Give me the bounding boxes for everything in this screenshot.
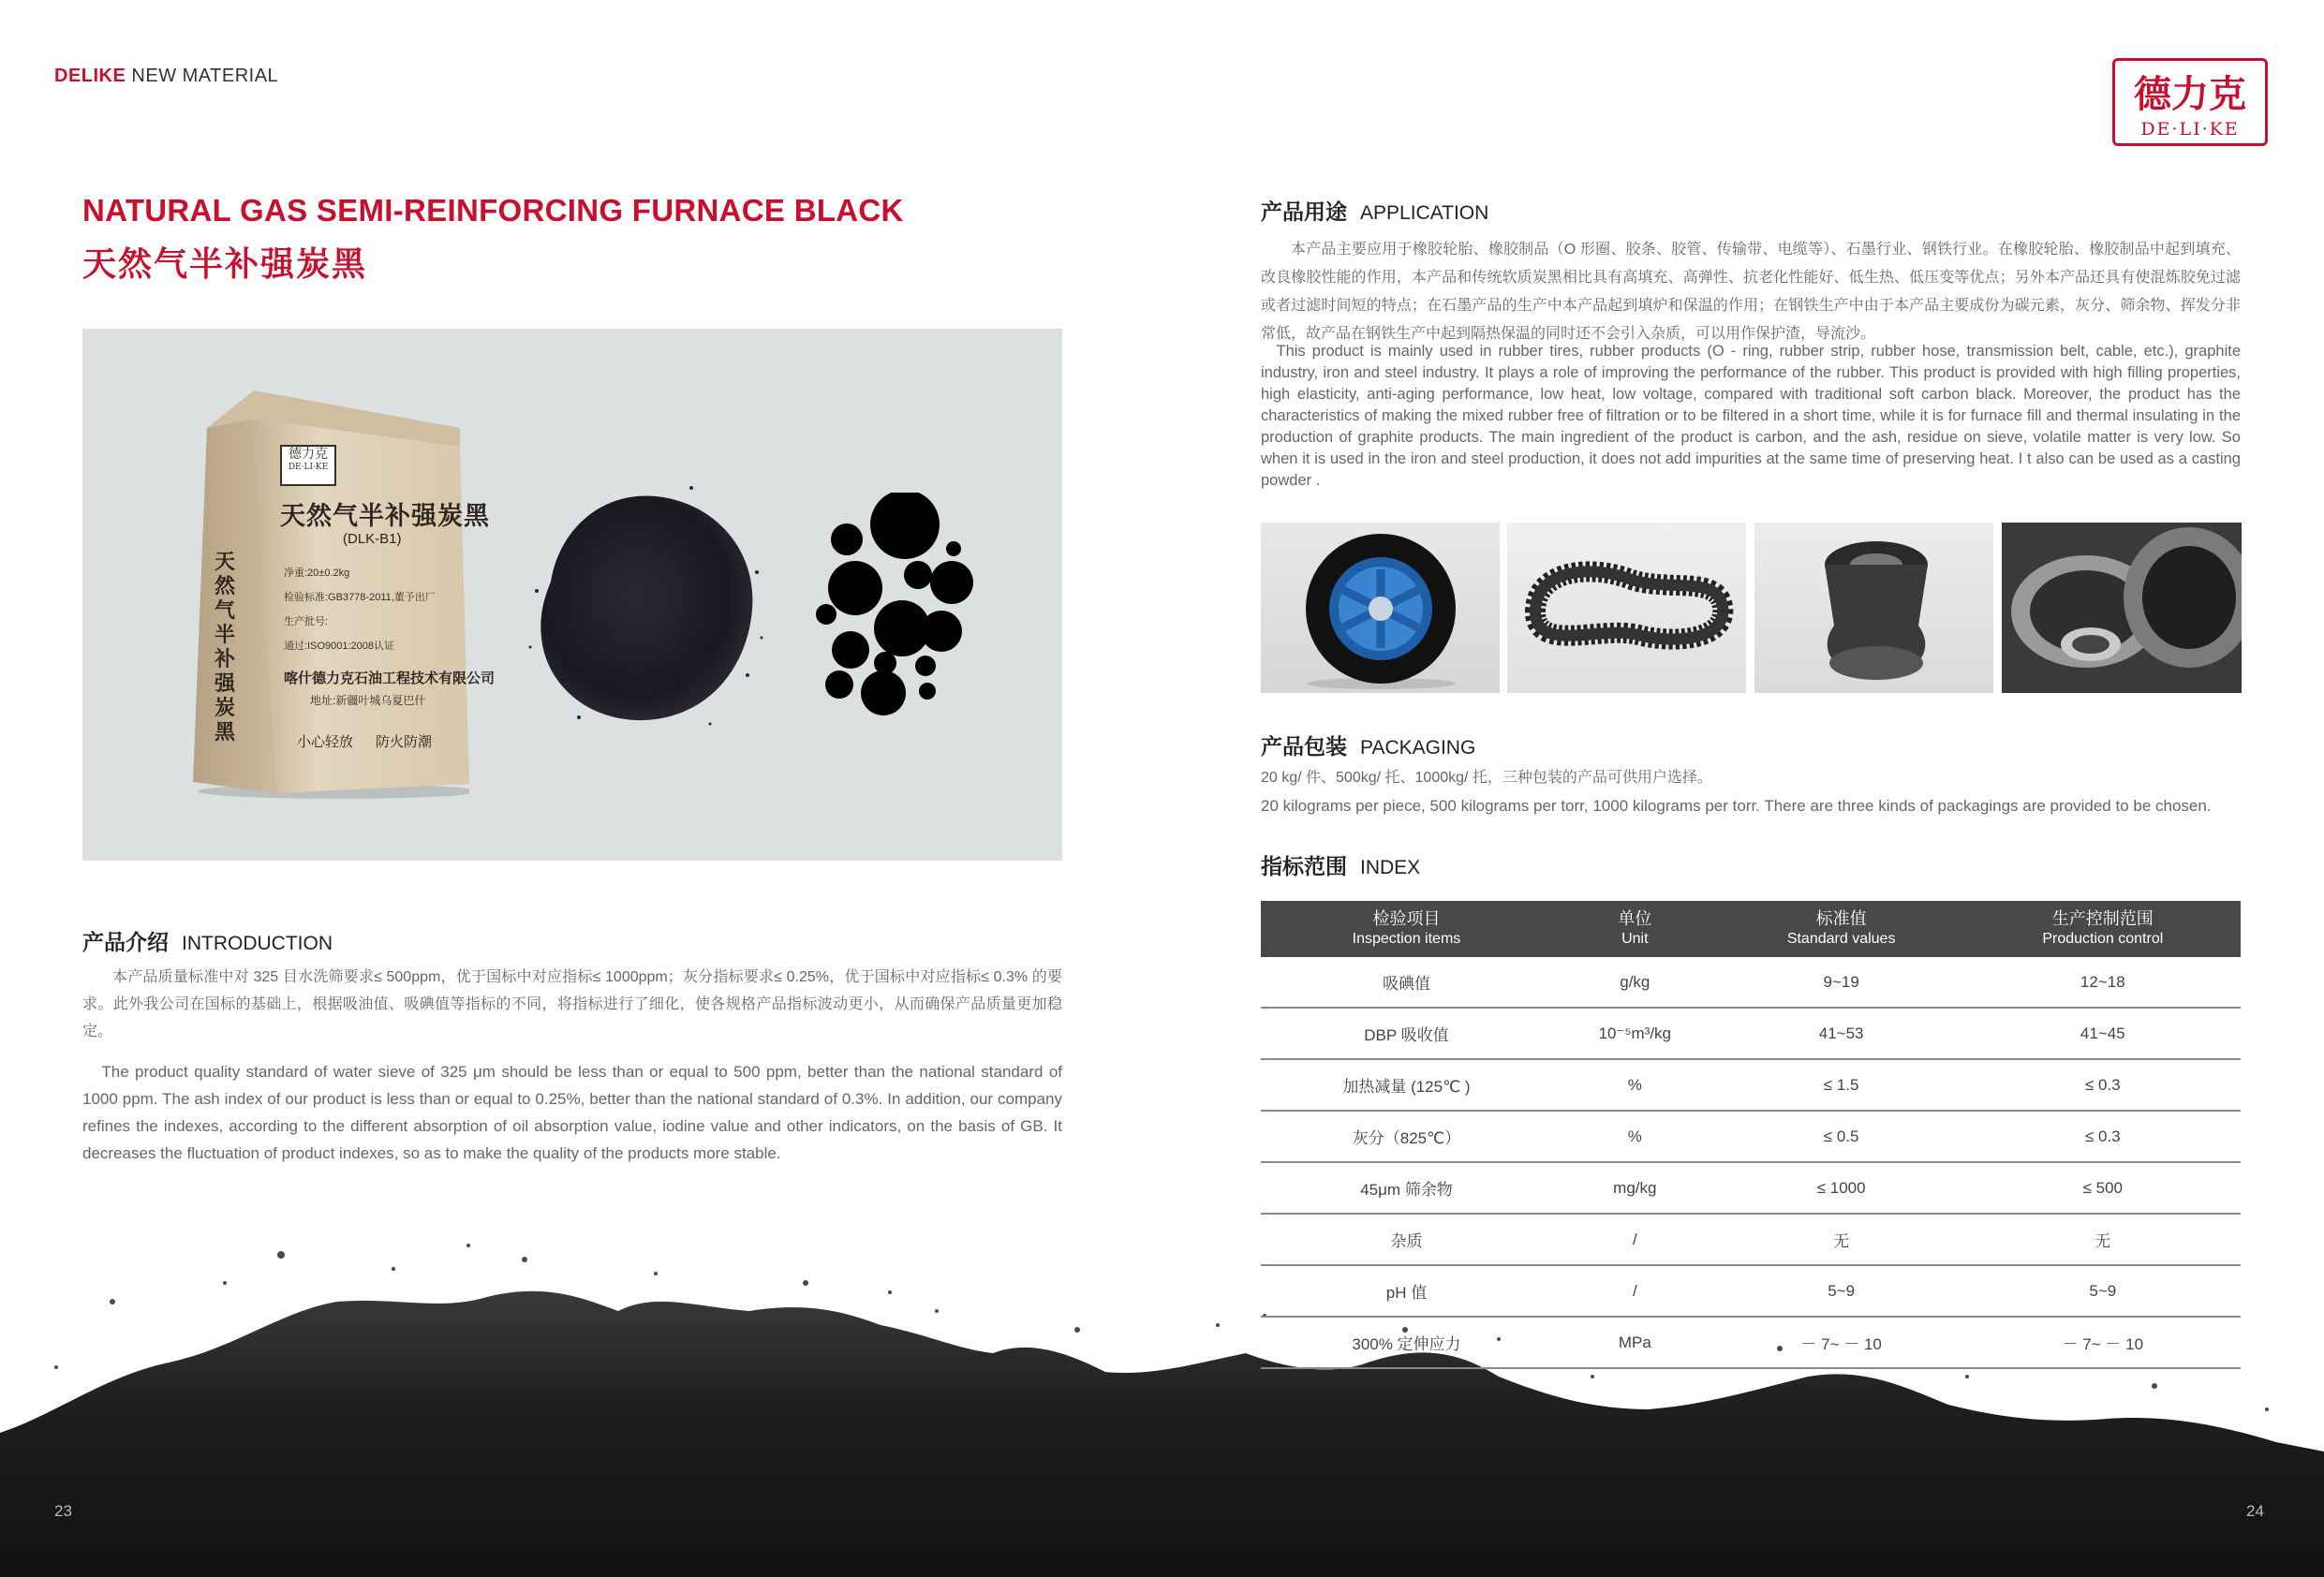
product-hero-image — [82, 329, 1062, 861]
table-cell: 吸碘值 — [1261, 957, 1552, 1008]
table-cell: % — [1552, 1059, 1718, 1111]
table-row — [1261, 1214, 2241, 1265]
bag-cert: 通过:ISO9001:2008认证 — [284, 641, 395, 652]
page-number-left: 23 — [54, 1502, 72, 1520]
table-row — [1261, 1008, 2241, 1059]
bag-logo-cn: 德力克 — [289, 447, 328, 462]
column-header: 单位 Unit — [1552, 901, 1718, 957]
logo-english: DE·LI·KE — [2140, 119, 2240, 140]
page-title: NATURAL GAS SEMI-REINFORCING FURNACE BLACK — [82, 193, 904, 228]
company-logo — [2112, 58, 2268, 146]
packaging-heading-en: PACKAGING — [1360, 737, 1476, 759]
column-header: 标准值 Standard values — [1718, 901, 1965, 957]
index-table-wrap — [1261, 901, 2241, 1369]
application-text-cn: 本产品主要应用于橡胶轮胎、橡胶制品（O 形圈、胶条、胶管、传输带、电缆等）、石墨行业、钢铁行业。在橡胶轮胎、橡胶制品中起到填充、改良橡胶性能的作用，本产品和传统软质炭黑相比具有高填充、高弹性、抗老化性能好、低生热、低压变等优点；另外本产品还具有使混炼胶免过滤或者过滤时间短的特点；在石墨产品的生产中本产品起到填炉和保温的作用；在钢铁生产中由于本产品主要成份为碳元素，灰分、筛余物、挥发分非常低，故产品在钢铁生产中起到隔热保温的同时还不会引入杂质，可以用作保护渣，导流沙。 — [1261, 242, 2241, 342]
table-cell: － 7~ － 10 — [1965, 1317, 2241, 1368]
table-row — [1261, 1162, 2241, 1214]
application-photos — [1261, 523, 2242, 693]
column-header: 生产控制范围 Production control — [1965, 901, 2241, 957]
bag-batch: 生产批号: — [284, 616, 329, 627]
photo-rubber-tire — [1261, 523, 1500, 693]
table-cell: 5~9 — [1718, 1265, 1965, 1317]
table-cell: 无 — [1718, 1214, 1965, 1265]
intro-heading-en: INTRODUCTION — [182, 933, 333, 954]
brand-name: DELIKE — [54, 66, 126, 86]
product-bag — [188, 391, 496, 801]
table-cell: ≤ 0.3 — [1965, 1059, 2241, 1111]
application-text-en: This product is mainly used in rubber tires, rubber products (O - ring, rubber strip, rubber hose, transmission belt, cable, etc.), graphite industry, iron and steel industry. It plays a role of improving the performance of the rubber. This product is provided with high filling properties, high elasticity, anti-aging performance, low heat, low voltage, compared with traditional soft carbon black. Moreover, the product has the characteristics of making the mixed rubber free of filtration or to be filtered in a short time, while it is for furnace fill and thermal insulating in the production of graphite products. The main ingredient of the product is carbon, and the ash, residue on sieve, volatile matter is very low. So when it is used in the iron and steel production, it does not add impurities at the same time of preserving heat. I t also can be used as a casting powder . — [1261, 343, 2241, 489]
bag-product-name: 天然气半补强炭黑 — [280, 502, 490, 530]
table-cell: ≤ 0.5 — [1718, 1111, 1965, 1162]
bag-model: (DLK-B1) — [343, 531, 402, 547]
intro-heading — [82, 925, 333, 956]
index-table-header — [1261, 901, 2241, 957]
logo-chinese: 德力克 — [2134, 72, 2246, 116]
packaging-text-en: 20 kilograms per piece, 500 kilograms per torr, 1000 kilograms per torr. There are three kinds of packagings are provided to be chosen. — [1261, 797, 2212, 815]
bag-logo-en: DE·LI·KE — [288, 463, 329, 472]
table-cell: % — [1552, 1111, 1718, 1162]
column-header: 检验项目 Inspection items — [1261, 901, 1552, 957]
bag-logo — [280, 445, 336, 486]
table-cell: 9~19 — [1718, 957, 1965, 1008]
table-row — [1261, 1317, 2241, 1368]
table-cell: － 7~ － 10 — [1718, 1317, 1965, 1368]
table-cell: 10⁻⁵m³/kg — [1552, 1008, 1718, 1059]
table-cell: MPa — [1552, 1317, 1718, 1368]
table-cell: 41~53 — [1718, 1008, 1965, 1059]
particle-circles-graphic — [813, 493, 982, 717]
table-cell: pH 值 — [1261, 1265, 1552, 1317]
table-row — [1261, 1265, 2241, 1317]
bag-warning-1: 小心轻放 — [297, 734, 354, 750]
page-number-right: 24 — [2246, 1502, 2264, 1520]
photo-steel-rings — [2002, 523, 2242, 693]
brand-subtitle: NEW MATERIAL — [131, 66, 279, 86]
bag-address: 地址:新疆叶城乌夏巴什 — [310, 694, 426, 707]
table-cell: 300% 定伸应力 — [1261, 1317, 1552, 1368]
table-cell: 5~9 — [1965, 1265, 2241, 1317]
packaging-heading — [1261, 730, 1475, 760]
table-row — [1261, 1111, 2241, 1162]
page-title-chinese: 天然气半补强炭黑 — [82, 244, 368, 283]
packaging-heading-cn: 产品包装 — [1261, 734, 1347, 759]
table-cell: DBP 吸收值 — [1261, 1008, 1552, 1059]
table-cell: ≤ 500 — [1965, 1162, 2241, 1214]
table-cell: ≤ 1000 — [1718, 1162, 1965, 1214]
intro-heading-cn: 产品介绍 — [82, 930, 169, 954]
table-cell: 杂质 — [1261, 1214, 1552, 1265]
table-cell: 41~45 — [1965, 1008, 2241, 1059]
table-cell: mg/kg — [1552, 1162, 1718, 1214]
bag-warning-2: 防火防潮 — [376, 734, 433, 750]
table-cell: 无 — [1965, 1214, 2241, 1265]
photo-graphite-part — [1754, 523, 1993, 693]
photo-transmission-belt — [1507, 523, 1746, 693]
table-cell: / — [1552, 1265, 1718, 1317]
packaging-text-cn: 20 kg/ 件、500kg/ 托、1000kg/ 托，三种包装的产品可供用户选择。 — [1261, 770, 1712, 786]
table-row — [1261, 957, 2241, 1008]
application-heading-en: APPLICATION — [1360, 202, 1489, 224]
table-cell: g/kg — [1552, 957, 1718, 1008]
application-heading — [1261, 195, 1488, 226]
table-cell: 加热减量 (125℃ ) — [1261, 1059, 1552, 1111]
index-heading-en: INDEX — [1360, 857, 1421, 878]
table-cell: 灰分（825℃） — [1261, 1111, 1552, 1162]
application-heading-cn: 产品用途 — [1261, 199, 1347, 224]
brand-header — [54, 66, 278, 87]
index-heading-cn: 指标范围 — [1261, 854, 1347, 878]
intro-text-en: The product quality standard of water sieve of 325 μm should be less than or equal to 500 ppm, better than the national standard of 1000 ppm. The ash index of our product is less than or equal to 0.25%, better than the national standard of 0.3%. In addition, our company refines the indexes, according to the different absorption of oil absorption value, iodine value and other indicators, on the basis of GB. It decreases the fluctuation of product indexes, so as to make the quality of the products more stable. — [82, 1063, 1062, 1162]
index-table — [1261, 901, 2241, 1369]
table-cell: 45μm 筛余物 — [1261, 1162, 1552, 1214]
table-cell: ≤ 1.5 — [1718, 1059, 1965, 1111]
table-cell: ≤ 0.3 — [1965, 1111, 2241, 1162]
bag-net-weight: 净重:20±0.2kg — [284, 567, 350, 579]
table-row — [1261, 1059, 2241, 1111]
table-cell: 12~18 — [1965, 957, 2241, 1008]
carbon-powder-pile — [523, 469, 766, 731]
bag-standard: 检验标准:GB3778-2011,董予出厂 — [284, 592, 436, 603]
bag-company: 喀什德力克石油工程技术有限公司 — [284, 671, 496, 686]
intro-text-cn: 本产品质量标准中对 325 目水洗筛要求≤ 500ppm，优于国标中对应指标≤ 1000ppm；灰分指标要求≤ 0.25%，优于国标中对应指标≤ 0.3% 的要求。此外我公司在国标的基础上，根据吸油值、吸碘值等指标的不同，将指标进行了细化，使各规格产品指标波动更小，从而确保产品质量更加稳定。 — [82, 969, 1062, 1039]
bag-side-text: 天然气半补强炭黑 — [215, 550, 236, 744]
index-heading — [1261, 849, 1420, 880]
table-cell: / — [1552, 1214, 1718, 1265]
